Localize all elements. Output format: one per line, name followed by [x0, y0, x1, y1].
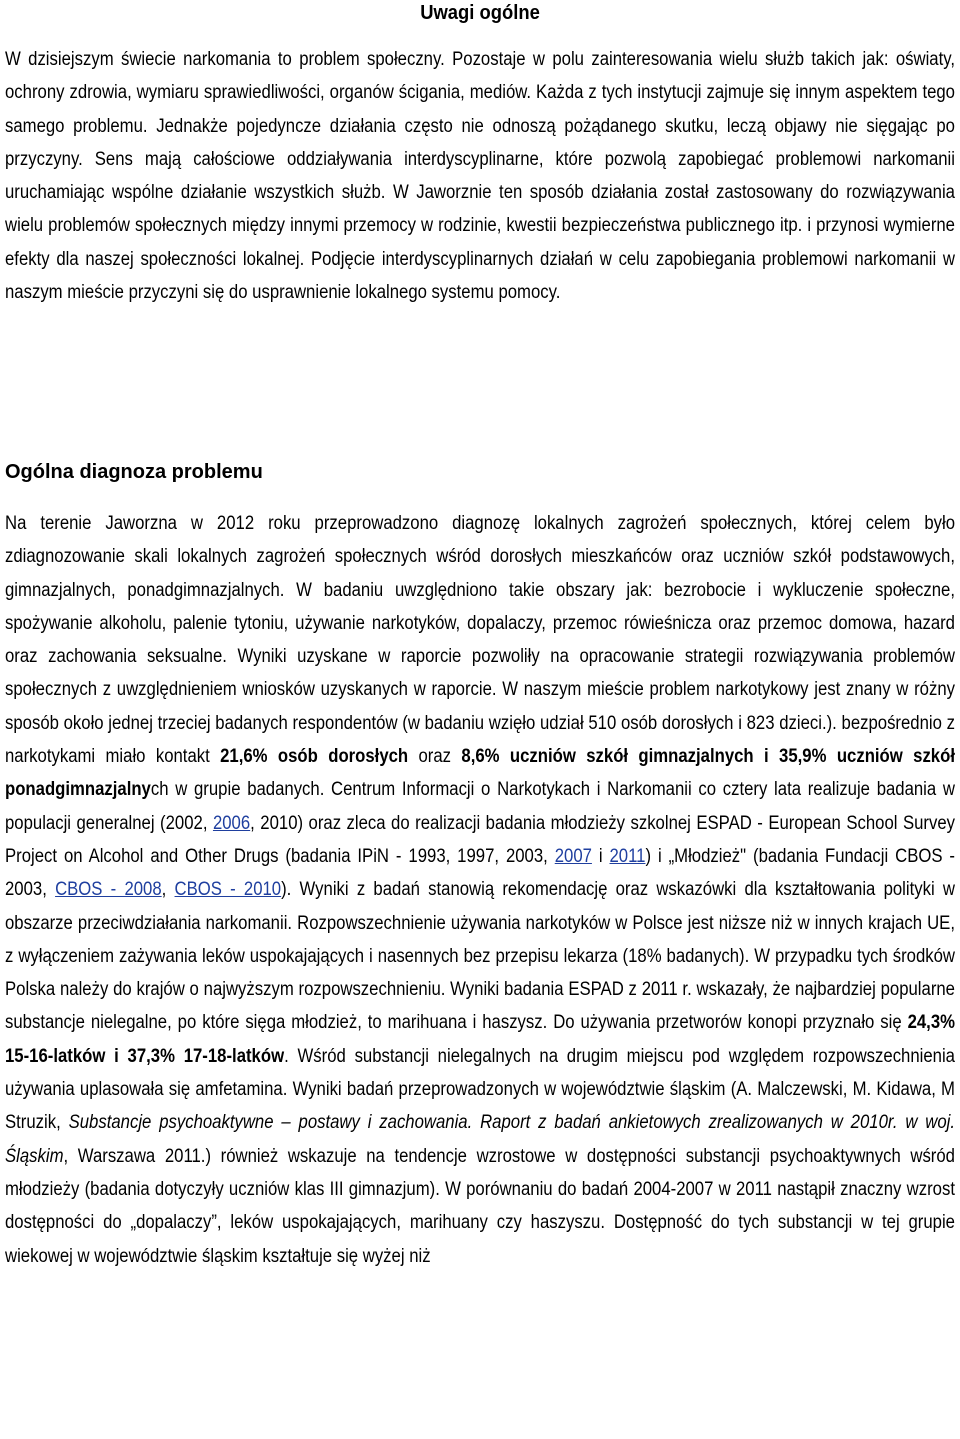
diagnosis-text-4: , 2010) oraz zleca do realizacji badania młodzieży szkolnej ESPAD - European School Survey Project on Alcohol and Other Drugs (badania IPiN - 1993, 1997, 2003,: [5, 812, 955, 867]
link-2007[interactable]: 2007: [554, 845, 592, 867]
section-title-general-remarks: Uwagi ogólne: [420, 2, 540, 24]
diagnosis-bold-teens: 24,3% 15-16-latków i 37,3% 17-18-latków: [5, 1012, 955, 1067]
diagnosis-text-7: ,: [161, 879, 175, 901]
general-remarks-paragraph: W dzisiejszym świecie narkomania to problem społeczny. Pozostaje w polu zainteresowania wielu służb takich jak: oświaty, ochrony zdrowia, wymiaru sprawiedliwości, organów ścigania, mediów. Każda z tych instytucji zajmuje się innym aspektem tego samego problemu. Jednakże pojedyncze działania często nie odnoszą pożądanego skutku, leczą objawy nie sięgając po przyczyny. Sens mają całościowe oddziaływania interdyscyplinarne, które pozwolą zapobiegać problemowi narkomanii uruchamiając wspólne działanie wszystkich służb. W Jaworznie ten sposób działania został zastosowany do rozwiązywania wielu problemów społecznych między innymi przemocy w rodzinie, kwestii bezpieczeństwa publicznego itp. i przynosi wymierne efekty dla naszej społeczności lokalnej. Podjęcie interdyscyplinarnych działań w celu zapobiegania problemowi narkomanii w naszym mieście przyczyni się do usprawnienie lokalnego systemu pomocy.: [5, 49, 955, 304]
diagnosis-text-8: ). Wyniki z badań stanowią rekomendację oraz wskazówki dla kształtowania polityki w obszarze przeciwdziałania narkomanii. Rozpowszechnienie używania narkotyków w Polsce jest niższe niż w innych krajach UE, z wyłączeniem zażywania leków uspokajających i nasennych bez przepisu lekarza (18% badanych). W przypadku tych środków Polska należy do krajów o najwyższym rozpowszechnieniu. Wyniki badania ESPAD z 2011 r. wskazały, że najbardziej popularne substancje nielegalne, po które sięga młodzież, to marihuana i haszysz. Do używania przetworów konopi przyznało się: [5, 879, 955, 1034]
diagnosis-text-9: . Wśród substancji nielegalnych na drugim miejscu pod względem rozpowszechnienia używania uplasowała się amfetamina. Wyniki badań przeprowadzonych w województwie śląskim (A. Malczewski, M. Kidawa, M Struzik,: [5, 1045, 955, 1134]
section-heading-diagnosis: Ogólna diagnoza problemu: [5, 461, 263, 483]
diagnosis-text-2: oraz: [408, 746, 462, 768]
diagnosis-text-1: Na terenie Jaworzna w 2012 roku przeprowadzono diagnozę lokalnych zagrożeń społecznych, której celem było zdiagnozowanie skali lokalnych zagrożeń społecznych wśród dorosłych mieszkańców oraz uczniów szkół podstawowych, gimnazjalnych, ponadgimnazjalnych. W badaniu uwzględniono takie obszary jak: bezrobocie i wykluczenie społeczne, spożywanie alkoholu, palenie tytoniu, używanie narkotyków, dopalaczy, przemoc rówieśnicza oraz przemoc domowa, hazard oraz zachowania seksualne. Wyniki uzyskane w raporcie pozwoliły na opracowanie strategii rozwiązywania problemów społecznych z uwzględnieniem wniosków uzyskanych w raporcie. W naszym mieście problem narkotykowy jest znany w różny sposób około jednej trzeciej badanych respondentów (w badaniu wzięło udział 510 osób dorosłych i 823 dzieci.). bezpośrednio z narkotykami miało kontakt: [5, 513, 955, 768]
diagnosis-italic-report-title: Substancje psychoaktywne – postawy i zachowania. Raport z badań ankietowych zrealizowanych w 2010r. w woj. Śląskim: [5, 1112, 955, 1167]
link-cbos-2010[interactable]: CBOS - 2010: [174, 879, 282, 901]
diagnosis-text-5: i: [591, 845, 610, 867]
diagnosis-text-6: ) i „Młodzież" (badania Fundacji CBOS - 2003,: [5, 845, 956, 901]
link-2006[interactable]: 2006: [212, 812, 251, 834]
diagnosis-text-3: ch w grupie badanych. Centrum Informacji o Narkotykach i Narkomanii co cztery lata realizuje badania w populacji generalnej (2002,: [5, 779, 955, 834]
link-2011[interactable]: 2011: [609, 845, 646, 867]
diagnosis-bold-adults: 21,6% osób dorosłych: [220, 746, 409, 768]
diagnosis-paragraph: [5, 507, 955, 1273]
diagnosis-bold-students: 8,6% uczniów szkół gimnazjalnych i 35,9% uczniów szkół ponadgimnazjalny: [5, 746, 955, 801]
link-cbos-2008[interactable]: CBOS - 2008: [55, 879, 162, 901]
diagnosis-text-10: , Warszawa 2011.) również wskazuje na tendencje wzrostowe w dostępności substancji psychoaktywnych wśród młodzieży (badania dotyczyły uczniów klas III gimnazjum). W porównaniu do badań 2004-2007 w 2011 nastąpił znaczny wzrost dostępności do „dopalaczy”, leków uspokajających, marihuany czy haszyszu. Dostępność do tych substancji w tej grupie wiekowej w województwie śląskim kształtuje się wyżej niż: [5, 1145, 955, 1267]
